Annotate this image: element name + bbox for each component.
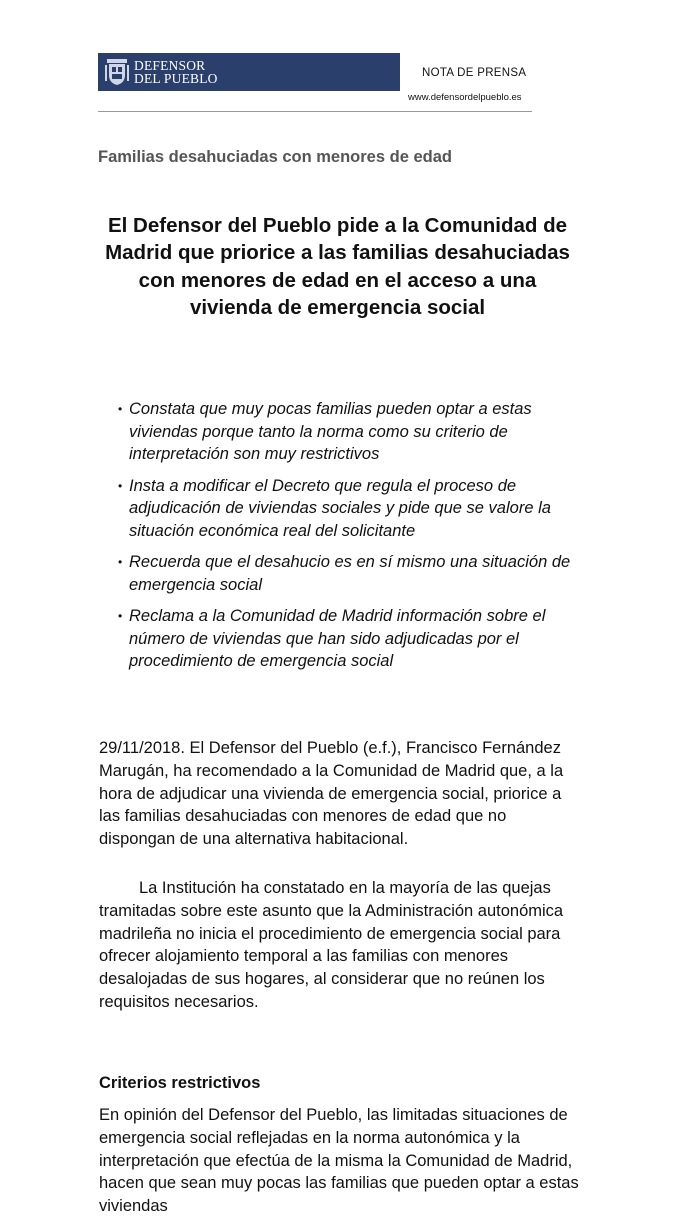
body-paragraph-2: La Institución ha constatado en la mayoría de las quejas tramitadas sobre este asunto que la Administración autonómica madrileña no inicia el procedimiento de emergencia social para ofrecer alojamiento temporal a las familias con menores desalojadas de sus hogares, al considerar que no reúnen los requisitos necesarios.: [99, 879, 564, 1011]
logo-line-2: DEL PUEBLO: [134, 71, 218, 86]
doc-type: NOTA DE PRENSA: [422, 67, 527, 79]
bullet-icon: •: [118, 478, 123, 493]
bullet-item: [118, 398, 598, 466]
summary-bullets: [118, 398, 598, 682]
bullet-icon: •: [118, 402, 123, 416]
body-paragraph-1: 29/11/2018. El Defensor del Pueblo (e.f.), Francisco Fernández Marugán, ha recomendado a la Comunidad de Madrid que, a la hora de adjudicar una vivienda de emergencia social, priorice a las familias desahuciadas con menores de edad que no dispongan de una alternativa habitacional.: [99, 739, 564, 849]
bullet-text: Constata que muy pocas familias pueden optar a estas viviendas porque tanto la norma como su criterio de interpretación son muy restrictivos: [129, 400, 532, 463]
bullet-text: Recuerda que el desahucio es en sí mismo una situación de emergencia social: [129, 553, 571, 594]
bullet-item: [118, 475, 598, 543]
body-paragraph-3: En opinión del Defensor del Pueblo, las limitadas situaciones de emergencia social reflejadas en la norma autonómica y la interpretación que efectúa de la misma la Comunidad de Madrid, hacen que sean muy pocas las familias que pueden optar a estas viviendas: [99, 1106, 579, 1216]
website-link[interactable]: www.defensordelpueblo.es: [408, 92, 522, 103]
logo-text: [134, 59, 218, 85]
coat-of-arms-icon: [104, 57, 130, 87]
bullet-icon: •: [118, 609, 123, 623]
subheading: Criterios restrictivos: [99, 1074, 261, 1092]
bullet-text: Insta a modificar el Decreto que regula el proceso de adjudicación de viviendas sociales y pide que se valore la situación económica real del solicitante: [129, 476, 551, 540]
bullet-item: [118, 551, 598, 596]
bullet-icon: •: [118, 555, 123, 569]
logo: [98, 53, 400, 91]
section-label: Familias desahuciadas con menores de edad: [98, 148, 452, 166]
headline: El Defensor del Pueblo pide a la Comunidad de Madrid que priorice a las familias desahuciadas con menores de edad en el acceso a una vivienda de emergencia social: [105, 214, 570, 319]
header-divider: [98, 111, 532, 112]
bullet-item: [118, 605, 598, 673]
logo-line-1: DEFENSOR: [134, 58, 206, 73]
bullet-text: Reclama a la Comunidad de Madrid información sobre el número de viviendas que han sido adjudicadas por el procedimiento de emergencia social: [129, 607, 546, 670]
